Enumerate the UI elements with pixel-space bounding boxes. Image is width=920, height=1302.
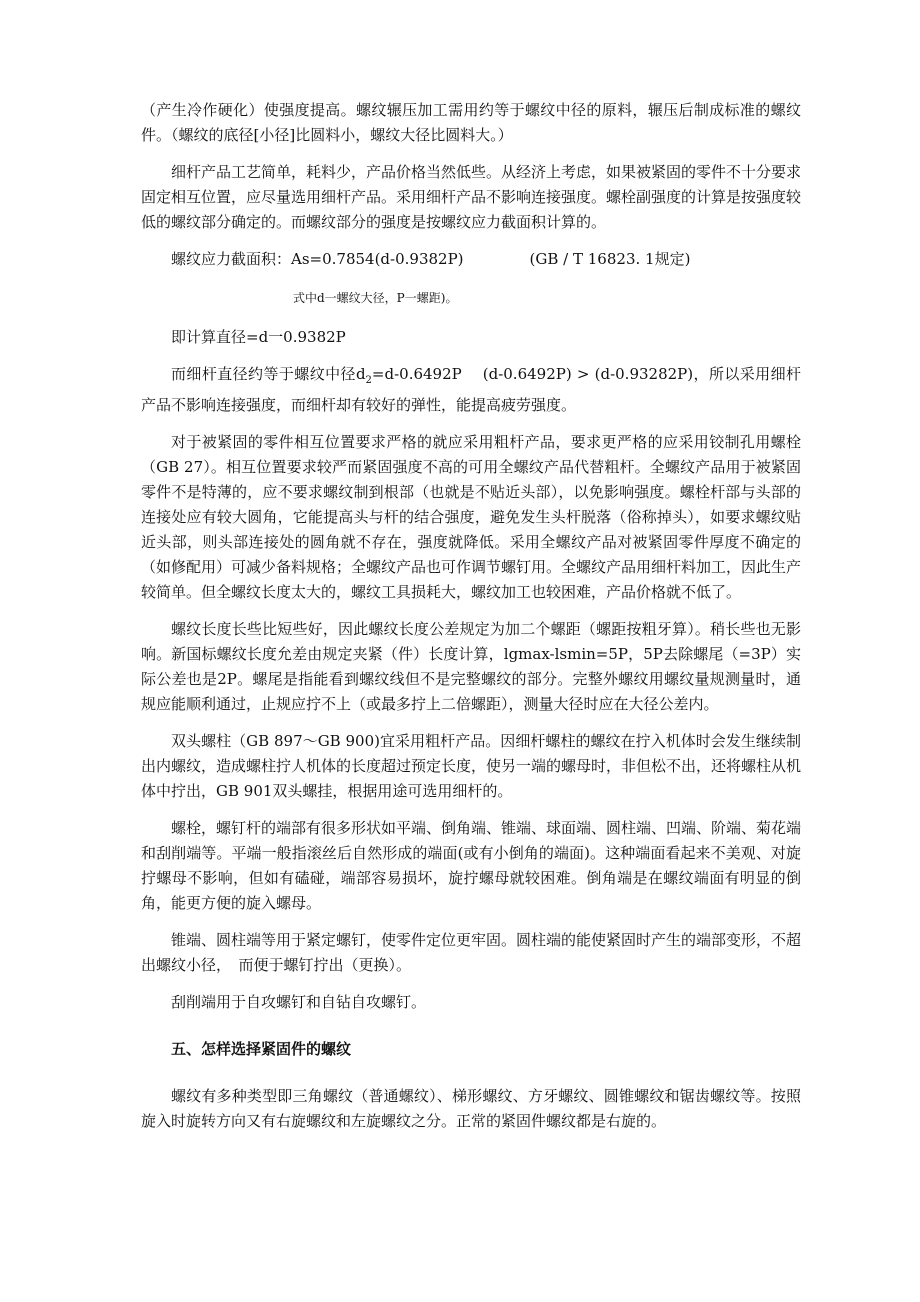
paragraph-thread-types: 螺纹有多种类型即三角螺纹（普通螺纹）、梯形螺纹、方牙螺纹、圆锥螺纹和锯齿螺纹等。按照旋入时旋转方向又有右旋螺纹和左旋螺纹之分。正常的紧固件螺纹都是右旋的。 bbox=[141, 1087, 801, 1130]
paragraph-pitch-diameter bbox=[141, 362, 801, 418]
document-page bbox=[141, 98, 801, 1134]
pitch-text-a: 而细杆直径约等于螺纹中径d bbox=[171, 365, 366, 383]
paragraph-cold-work: （产生冷作硬化）使强度提高。螺纹辗压加工需用约等于螺纹中径的原料，辗压后制成标准的螺纹件。（螺纹的底径[小径]比圆料小，螺纹大径比圆料大。） bbox=[141, 101, 801, 144]
paragraph-end-shapes: 螺栓，螺钉杆的端部有很多形状如平端、倒角端、锥端、球面端、圆柱端、凹端、阶端、菊花端和刮削端等。平端一般指滚丝后自然形成的端面(或有小倒角的端面)。这种端面看起来不美观、对旋拧螺母不影响，但如有磕碰，端部容易损坏，旋拧螺母就较困难。倒角端是在螺纹端面有明显的倒角，能更方便的旋入螺母。 bbox=[141, 819, 802, 912]
paragraph-scraped-end: 刮削端用于自攻螺钉和自钻自攻螺钉。 bbox=[171, 993, 427, 1011]
paragraph-coarse-rod: 对于被紧固的零件相互位置要求严格的就应采用粗杆产品，要求更严格的应采用铰制孔用螺栓（GB 27）。相互位置要求较严而紧固强度不高的可用全螺纹产品代替粗杆。全螺纹产品用于被紧固零件不是特薄的，应不要求螺纹制到根部（也就是不贴近头部），以免影响强度。螺栓杆部与头部的连接处应有较大圆角，它能提高头与杆的结合强度，避免发生头杆脱落（俗称掉头），如要求螺纹贴近头部，则头部连接处的圆角就不存在，强度就降低。采用全螺纹产品对被紧固零件厚度不确定的（如修配用）可减少备料规格；全螺纹产品也可作调节螺钉用。全螺纹产品用细杆料加工，因此生产较简单。但全螺纹长度太大的，螺纹工具损耗大，螺纹加工也较困难，产品价格就不低了。 bbox=[141, 433, 802, 601]
pitch-subscript: 2 bbox=[365, 375, 372, 386]
paragraph-calc-diameter: 即计算直径=d一0.9382P bbox=[171, 328, 346, 346]
paragraph-cone-end: 锥端、圆柱端等用于紧定螺钉，使零件定位更牢固。圆柱端的能使紧固时产生的端部变形，不超出螺纹小径， 而便于螺钉拧出（更换）。 bbox=[141, 931, 802, 974]
section-heading-5: 五、怎样选择紧固件的螺纹 bbox=[171, 1040, 352, 1058]
formula-stress-area bbox=[141, 247, 801, 272]
formula-main: 螺纹应力截面积：As=0.7854(d-0.9382P) bbox=[171, 250, 464, 268]
paragraph-thread-length: 螺纹长度长些比短些好，因此螺纹长度公差规定为加二个螺距（螺距按粗牙算）。稍长些也无影响。新国标螺纹长度允差由规定夹紧（件）长度计算，lgmax-lsmin=5P，5P去除螺尾（=3P）实际公差也是2P。螺尾是指能看到螺纹线但不是完整螺纹的部分。完整外螺纹用螺纹量规测量时，通规应能顺利通过，止规应拧不上（或最多拧上二倍螺距），测量大径时应在大径公差内。 bbox=[141, 620, 801, 713]
paragraph-stud: 双头螺柱（GB 897～GB 900)宜采用粗杆产品。因细杆螺柱的螺纹在拧入机体时会发生继续制出内螺纹，造成螺柱拧人机体的长度超过预定长度，使另一端的螺母时，非但松不出，还将螺柱从机体中拧出，GB 901双头螺挂，根据用途可选用细杆的。 bbox=[141, 732, 802, 800]
formula-standard: (GB / T 16823. 1规定) bbox=[529, 250, 691, 268]
pitch-text-b: =d-0.6492P (d-0.6492P) > (d-0.93282P)，所以采用细杆产品不影响连接强度，而细杆却有较好的弹性，能提高疲劳强度。 bbox=[141, 365, 801, 414]
paragraph-thin-rod: 细杆产品工艺简单，耗料少，产品价格当然低些。从经济上考虑，如果被紧固的零件不十分要求固定相互位置，应尽量选用细杆产品。采用细杆产品不影响连接强度。螺栓副强度的计算是按强度较低的螺纹部分确定的。而螺纹部分的强度是按螺纹应力截面积计算的。 bbox=[141, 163, 802, 231]
formula-note: 式中d一螺纹大径，P一螺距)。 bbox=[293, 291, 458, 305]
